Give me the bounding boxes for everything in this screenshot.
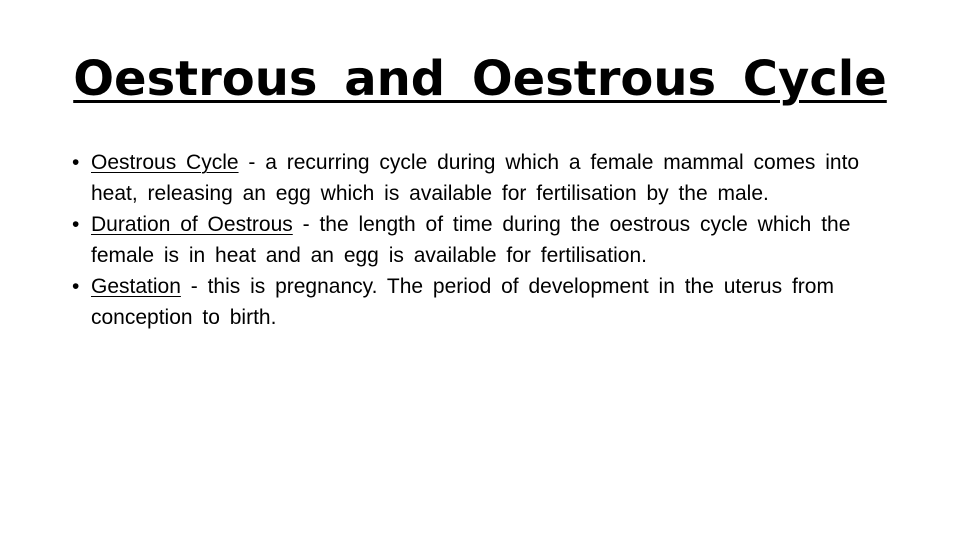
term-duration-of-oestrous: Duration of Oestrous: [91, 213, 293, 236]
slide-title-text: Oestrous and Oestrous Cycle: [73, 51, 887, 107]
term-oestrous-cycle: Oestrous Cycle: [91, 151, 239, 174]
bullet-marker: •: [72, 275, 80, 298]
slide-title: [0, 44, 960, 114]
bullet-list: [72, 147, 902, 333]
bullet-duration-of-oestrous: [72, 209, 902, 271]
bullet-gestation: [72, 271, 902, 333]
term-gestation: Gestation: [91, 275, 181, 298]
definition-gestation: this is pregnancy. The period of development in the uterus from conception to birth.: [91, 275, 834, 329]
bullet-separator: -: [292, 213, 320, 236]
bullet-oestrous-cycle: [72, 147, 902, 209]
definition-duration-of-oestrous: the length of time during the oestrous cycle which the female is in heat and an egg is available for fertilisation.: [91, 213, 851, 267]
bullet-marker: •: [72, 151, 80, 174]
bullet-separator: -: [238, 151, 266, 174]
definition-oestrous-cycle: a recurring cycle during which a female mammal comes into heat, releasing an egg which is available for fertilisation by the male.: [91, 151, 860, 205]
bullet-marker: •: [72, 213, 80, 236]
bullet-separator: -: [180, 275, 208, 298]
